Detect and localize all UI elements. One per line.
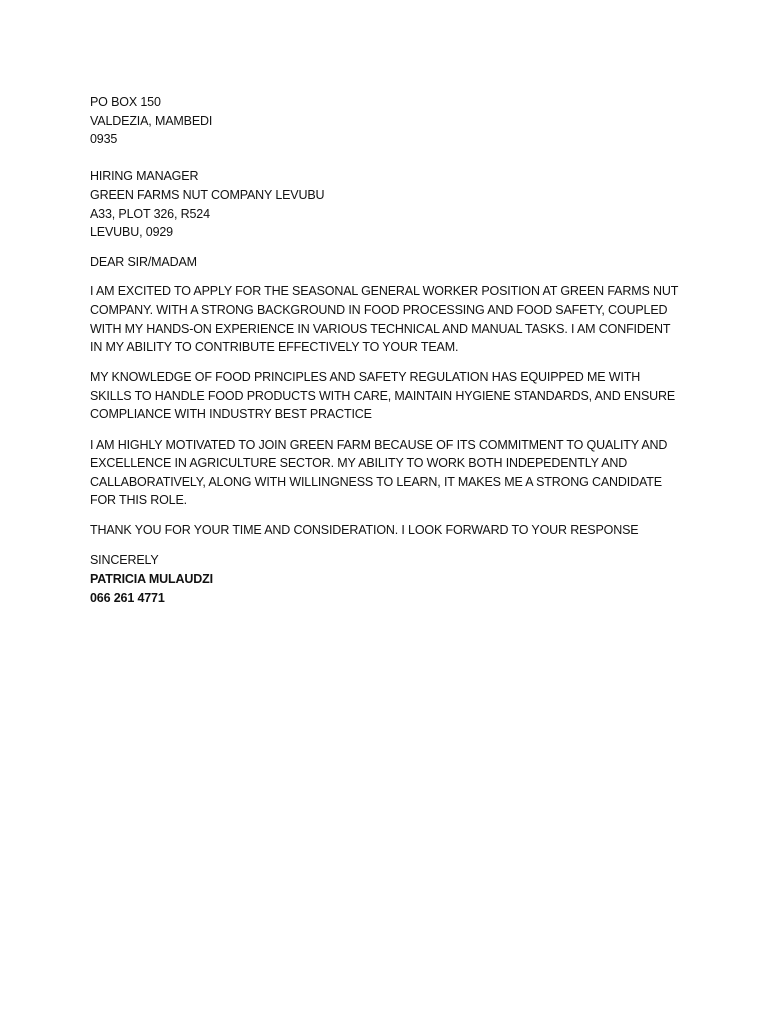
sender-address-line: PO BOX 150 xyxy=(90,95,161,109)
address-spacer xyxy=(90,149,690,168)
recipient-address-line: HIRING MANAGER xyxy=(90,169,199,184)
sender-address-line: VALDEZIA, MAMBEDI xyxy=(90,113,213,128)
letter-body xyxy=(90,282,690,540)
recipient-address-line: GREEN FARMS NUT COMPANY LEVUBU xyxy=(90,187,325,202)
salutation xyxy=(90,253,690,272)
recipient-address-line: A33, PLOT 326, R524 xyxy=(90,206,210,221)
recipient-address xyxy=(90,167,690,241)
body-paragraph: I AM HIGHLY MOTIVATED TO JOIN GREEN FARM BECAUSE OF ITS COMMITMENT TO QUALITY AND EXCELLENCE IN AGRICULTURE SECTOR. MY ABILITY TO WORK BOTH INDEPEDENTLY AND CALLABORATIVELY, ALONG WITH WILLINGNESS TO LEARN, IT MAKES ME A STRONG CANDIDATE FOR THIS ROLE. xyxy=(90,437,668,508)
recipient-address-line: LEVUBU, 0929 xyxy=(90,225,173,240)
valediction: SINCERELY xyxy=(90,553,159,568)
body-paragraph: MY KNOWLEDGE OF FOOD PRINCIPLES AND SAFETY REGULATION HAS EQUIPPED ME WITH SKILLS TO HANDLE FOOD PRODUCTS WITH CARE, MAINTAIN HYGIENE STANDARDS, AND ENSURE COMPLIANCE WITH INDUSTRY BEST PRACTICE xyxy=(90,370,676,422)
signer-phone: 066 261 4771 xyxy=(90,590,165,605)
sender-address-line: 0935 xyxy=(90,132,118,147)
body-paragraph: THANK YOU FOR YOUR TIME AND CONSIDERATION. I LOOK FORWARD TO YOUR RESPONSE xyxy=(90,523,639,538)
closing-block xyxy=(90,551,690,607)
body-paragraph: I AM EXCITED TO APPLY FOR THE SEASONAL GENERAL WORKER POSITION AT GREEN FARMS NUT COMPANY. WITH A STRONG BACKGROUND IN FOOD PROCESSING AND FOOD SAFETY, COUPLED WITH MY HANDS-ON EXPERIENCE IN VARIOUS TECHNICAL AND MANUAL TASKS. I AM CONFIDENT IN MY ABILITY TO CONTRIBUTE EFFECTIVELY TO YOUR TEAM. xyxy=(90,284,678,355)
salutation-text: DEAR SIR/MADAM xyxy=(90,254,197,269)
sender-address xyxy=(90,93,690,149)
letter-page xyxy=(90,93,690,607)
signer-name: PATRICIA MULAUDZI xyxy=(90,572,213,587)
